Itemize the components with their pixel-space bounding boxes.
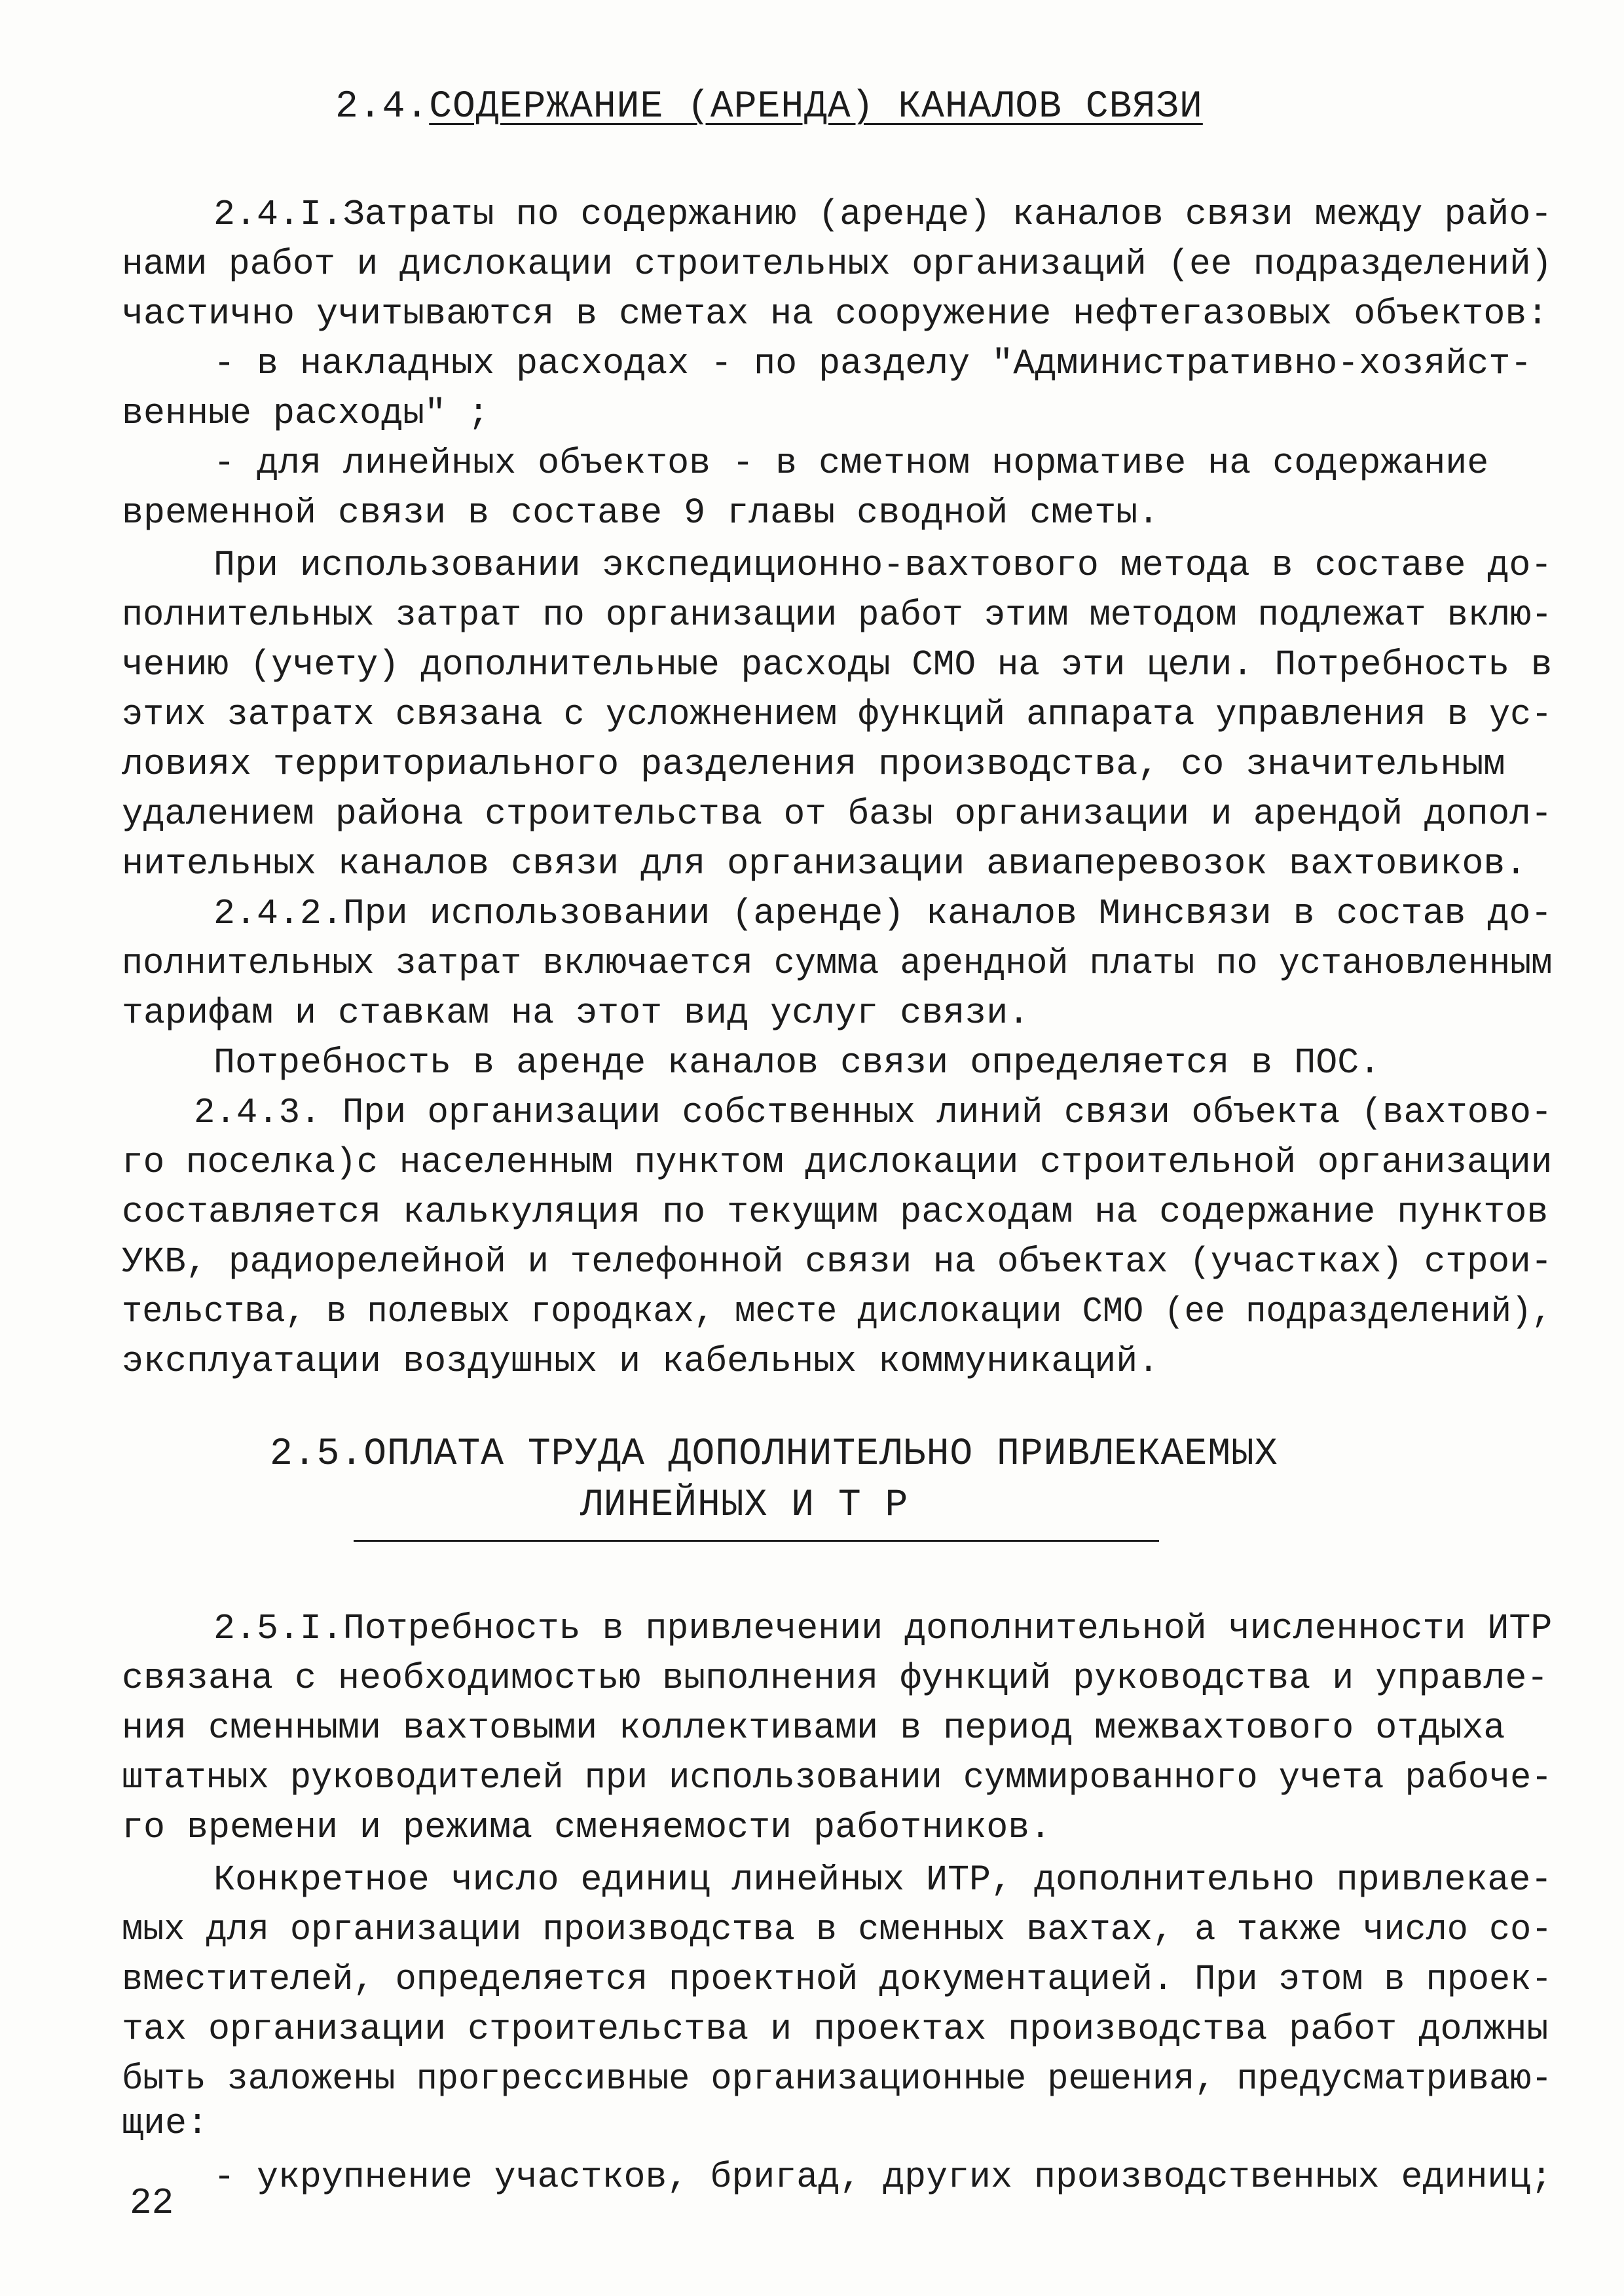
section-2-5-number: 2.5. xyxy=(270,1433,364,1476)
text-line: 2.5.I.Потребность в привлечении дополнительной численности ИТР xyxy=(213,1608,1553,1649)
text-line: мых для организации производства в сменных вахтах, а также число со- xyxy=(122,1909,1553,1950)
text-line: 2.4.I.Затраты по содержанию (аренде) каналов связи между райо- xyxy=(213,194,1553,235)
section-2-5-heading xyxy=(270,1431,1278,1478)
text-line: тельства, в полевых городках, месте дислокации СМО (ее подразделений), xyxy=(122,1291,1553,1332)
text-line: ния сменными вахтовыми коллективами в период межвахтового отдыха xyxy=(122,1707,1505,1749)
text-line: 2.4.2.При использовании (аренде) каналов Минсвязи в состав до- xyxy=(213,893,1553,934)
section-2-5-title-line2: ЛИНЕЙНЫХ И Т Р xyxy=(580,1484,909,1527)
text-line: - укрупнение участков, бригад, других производственных единиц; xyxy=(213,2157,1553,2198)
section-2-5-title-line1: ОПЛАТА ТРУДА ДОПОЛНИТЕЛЬНО ПРИВЛЕКАЕМЫХ xyxy=(363,1433,1278,1476)
text-line: го времени и режима сменяемости работников. xyxy=(122,1807,1052,1848)
text-line: тах организации строительства и проектах производства работ должны xyxy=(122,2009,1549,2050)
text-line: нительных каналов связи для организации авиаперевозок вахтовиков. xyxy=(122,843,1527,884)
text-line: Конкретное число единиц линейных ИТР, дополнительно привлекае- xyxy=(213,1859,1553,1901)
text-line: временной связи в составе 9 главы сводной сметы. xyxy=(122,492,1160,534)
text-line: полнительных затрат включается сумма арендной платы по установленным xyxy=(122,943,1553,984)
section-2-5-heading-line2 xyxy=(580,1482,908,1529)
text-line: штатных руководителей при использовании суммированного учета рабоче- xyxy=(122,1757,1553,1798)
text-line: составляется калькуляция по текущим расходам на содержание пунктов xyxy=(122,1192,1549,1233)
text-line: вместителей, определяется проектной документацией. При этом в проек- xyxy=(122,1959,1553,2000)
text-line: нами работ и дислокации строительных организаций (ее подразделений) xyxy=(122,244,1553,285)
section-2-4-heading xyxy=(335,84,1203,131)
text-line: 2.4.3. При организации собственных линий связи объекта (вахтово- xyxy=(194,1092,1553,1133)
text-line: полнительных затрат по организации работ этим методом подлежат вклю- xyxy=(122,594,1553,636)
text-line: этих затратх связана с усложнением функций аппарата управления в ус- xyxy=(122,694,1553,735)
section-2-4-title: СОДЕРЖАНИЕ (АРЕНДА) КАНАЛОВ СВЯЗИ xyxy=(429,86,1203,128)
text-line: связана с необходимостью выполнения функций руководства и управле- xyxy=(122,1658,1549,1699)
text-line: УКВ, радиорелейной и телефонной связи на объектах (участках) строи- xyxy=(122,1241,1553,1283)
text-line: - в накладных расходах - по разделу "Административно-хозяйст- xyxy=(213,343,1532,384)
section-2-5-heading-rule xyxy=(354,1540,1159,1542)
text-line: чению (учету) дополнительные расходы СМО на эти цели. Потребность в xyxy=(122,644,1553,685)
text-line: При использовании экспедиционно-вахтового метода в составе до- xyxy=(213,545,1553,586)
text-line: - для линейных объектов - в сметном нормативе на содержание xyxy=(213,443,1489,484)
page-number: 22 xyxy=(130,2182,174,2224)
section-2-4-number: 2.4. xyxy=(335,86,430,128)
text-line: быть заложены прогрессивные организационные решения, предусматриваю- xyxy=(122,2058,1553,2100)
text-line: щие: xyxy=(122,2103,209,2144)
text-line: ловиях территориального разделения производства, со значительным xyxy=(122,744,1505,785)
text-line: венные расходы" ; xyxy=(122,393,490,434)
text-line: удалением района строительства от базы организации и арендой допол- xyxy=(122,793,1553,835)
text-line: тарифам и ставкам на этот вид услуг связи. xyxy=(122,993,1030,1034)
text-line: эксплуатации воздушных и кабельных коммуникаций. xyxy=(122,1341,1160,1382)
text-line: Потребность в аренде каналов связи определяется в ПОС. xyxy=(213,1042,1381,1084)
text-line: частично учитываются в сметах на сооружение нефтегазовых объектов: xyxy=(122,293,1549,335)
text-line: го поселка)с населенным пунктом дислокации строительной организации xyxy=(122,1142,1553,1183)
